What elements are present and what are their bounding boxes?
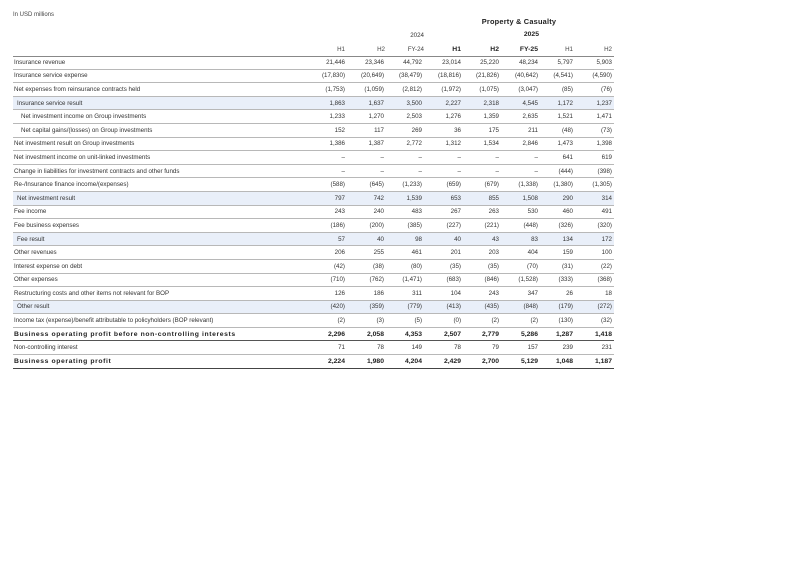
cell-value: –	[347, 151, 386, 165]
cell-value: –	[501, 151, 540, 165]
cell-value: –	[309, 164, 347, 178]
cell-value: 149	[386, 341, 424, 355]
cell-value: (413)	[424, 300, 463, 314]
row-label: Net expenses from reinsurance contracts held	[13, 83, 309, 97]
cell-value: 211	[501, 123, 540, 137]
cell-value: 1,539	[386, 191, 424, 205]
cell-value: 1,270	[347, 110, 386, 124]
cell-value: 40	[347, 232, 386, 246]
row-label: Business operating profit	[13, 355, 309, 369]
cell-value: 619	[575, 151, 614, 165]
table-row	[13, 164, 614, 178]
cell-value: (20,649)	[347, 69, 386, 83]
row-label: Business operating profit before non-controlling interests	[13, 327, 309, 341]
cell-value: 71	[309, 341, 347, 355]
row-label: Interest expense on debt	[13, 259, 309, 273]
cell-value: 2,058	[347, 327, 386, 341]
cell-value: 2,635	[501, 110, 540, 124]
column-header: H1	[565, 46, 573, 53]
cell-value: (1,233)	[386, 178, 424, 192]
cell-value: 186	[347, 287, 386, 301]
cell-value: 44,792	[386, 56, 424, 69]
cell-value: (31)	[540, 259, 575, 273]
table-row	[13, 259, 614, 273]
cell-value: 2,700	[463, 355, 501, 369]
cell-value: 1,418	[575, 327, 614, 341]
cell-value: (35)	[463, 259, 501, 273]
cell-value: 255	[347, 246, 386, 260]
cell-value: 1,980	[347, 355, 386, 369]
table-row	[13, 96, 614, 110]
cell-value: 1,237	[575, 96, 614, 110]
cell-value: 2,296	[309, 327, 347, 341]
cell-value: –	[424, 164, 463, 178]
cell-value: (385)	[386, 219, 424, 233]
cell-value: (3)	[347, 314, 386, 328]
cell-value: (38,479)	[386, 69, 424, 83]
cell-value: 152	[309, 123, 347, 137]
cell-value: 231	[575, 341, 614, 355]
cell-value: 1,276	[424, 110, 463, 124]
cell-value: 18	[575, 287, 614, 301]
cell-value: 21,446	[309, 56, 347, 69]
cell-value: 1,471	[575, 110, 614, 124]
cell-value: (1,753)	[309, 83, 347, 97]
cell-value: 36	[424, 123, 463, 137]
row-label: Fee result	[13, 232, 309, 246]
cell-value: 347	[501, 287, 540, 301]
cell-value: (846)	[463, 273, 501, 287]
cell-value: (1,075)	[463, 83, 501, 97]
cell-value: (80)	[386, 259, 424, 273]
cell-value: 1,048	[540, 355, 575, 369]
cell-value: 1,387	[347, 137, 386, 151]
cell-value: 172	[575, 232, 614, 246]
cell-value: 1,521	[540, 110, 575, 124]
cell-value: 491	[575, 205, 614, 219]
cell-value: 79	[463, 341, 501, 355]
cell-value: 175	[463, 123, 501, 137]
cell-value: (848)	[501, 300, 540, 314]
cell-value: (35)	[424, 259, 463, 273]
cell-value: –	[424, 151, 463, 165]
cell-value: 23,014	[424, 56, 463, 69]
cell-value: 104	[424, 287, 463, 301]
cell-value: 530	[501, 205, 540, 219]
cell-value: 460	[540, 205, 575, 219]
cell-value: (4,541)	[540, 69, 575, 83]
cell-value: 43	[463, 232, 501, 246]
cell-value: –	[347, 164, 386, 178]
row-label: Net investment result	[13, 191, 309, 205]
row-label: Income tax (expense)/benefit attributable to policyholders (BOP relevant)	[13, 314, 309, 328]
segment-label: Property & Casualty	[481, 17, 557, 26]
cell-value: (179)	[540, 300, 575, 314]
table-row	[13, 246, 614, 260]
table-row	[13, 69, 614, 83]
cell-value: 290	[540, 191, 575, 205]
cell-value: (2,812)	[386, 83, 424, 97]
cell-value: 1,287	[540, 327, 575, 341]
row-label: Restructuring costs and other items not relevant for BOP	[13, 287, 309, 301]
column-header: H2	[490, 46, 499, 53]
cell-value: (683)	[424, 273, 463, 287]
cell-value: 239	[540, 341, 575, 355]
table-row	[13, 287, 614, 301]
cell-value: 263	[463, 205, 501, 219]
cell-value: –	[386, 151, 424, 165]
cell-value: 797	[309, 191, 347, 205]
cell-value: –	[463, 151, 501, 165]
row-label: Net investment income on unit-linked investments	[13, 151, 309, 165]
row-label: Net capital gains/(losses) on Group investments	[13, 123, 309, 137]
row-label: Insurance revenue	[13, 56, 309, 69]
cell-value: 311	[386, 287, 424, 301]
column-header: H2	[604, 46, 612, 53]
table-row	[13, 83, 614, 97]
cell-value: 3,500	[386, 96, 424, 110]
row-label: Other result	[13, 300, 309, 314]
cell-value: 5,129	[501, 355, 540, 369]
cell-value: 641	[540, 151, 575, 165]
cell-value: 243	[463, 287, 501, 301]
row-label: Re-/Insurance finance income/(expenses)	[13, 178, 309, 192]
cell-value: (70)	[501, 259, 540, 273]
cell-value: 134	[540, 232, 575, 246]
table-row	[13, 327, 614, 341]
cell-value: 1,172	[540, 96, 575, 110]
cell-value: 2,227	[424, 96, 463, 110]
table-row	[13, 273, 614, 287]
row-label: Insurance service expense	[13, 69, 309, 83]
cell-value: 201	[424, 246, 463, 260]
cell-value: 57	[309, 232, 347, 246]
cell-value: 2,846	[501, 137, 540, 151]
cell-value: 1,508	[501, 191, 540, 205]
row-label: Insurance service result	[13, 96, 309, 110]
table-row	[13, 191, 614, 205]
cell-value: (762)	[347, 273, 386, 287]
cell-value: 25,220	[463, 56, 501, 69]
cell-value: (368)	[575, 273, 614, 287]
cell-value: (186)	[309, 219, 347, 233]
cell-value: 4,204	[386, 355, 424, 369]
cell-value: (40,642)	[501, 69, 540, 83]
cell-value: (4,590)	[575, 69, 614, 83]
table-row	[13, 232, 614, 246]
cell-value: 243	[309, 205, 347, 219]
cell-value: 1,233	[309, 110, 347, 124]
table-row	[13, 151, 614, 165]
cell-value: 483	[386, 205, 424, 219]
cell-value: 1,534	[463, 137, 501, 151]
cell-value: (1,972)	[424, 83, 463, 97]
column-header: H1	[337, 46, 345, 53]
cell-value: (1,471)	[386, 273, 424, 287]
cell-value: 206	[309, 246, 347, 260]
cell-value: 4,545	[501, 96, 540, 110]
cell-value: 26	[540, 287, 575, 301]
cell-value: (420)	[309, 300, 347, 314]
cell-value: 23,346	[347, 56, 386, 69]
cell-value: 157	[501, 341, 540, 355]
cell-value: (1,380)	[540, 178, 575, 192]
row-label: Fee business expenses	[13, 219, 309, 233]
table-row	[13, 110, 614, 124]
row-label: Other revenues	[13, 246, 309, 260]
cell-value: 1,637	[347, 96, 386, 110]
table-row	[13, 219, 614, 233]
cell-value: 78	[347, 341, 386, 355]
cell-value: 5,797	[540, 56, 575, 69]
table-row	[13, 123, 614, 137]
row-label: Fee income	[13, 205, 309, 219]
cell-value: (1,059)	[347, 83, 386, 97]
cell-value: (1,528)	[501, 273, 540, 287]
cell-value: 461	[386, 246, 424, 260]
cell-value: –	[463, 164, 501, 178]
table-row	[13, 137, 614, 151]
cell-value: 267	[424, 205, 463, 219]
cell-value: 2,507	[424, 327, 463, 341]
cell-value: 1,312	[424, 137, 463, 151]
table-row	[13, 178, 614, 192]
cell-value: (679)	[463, 178, 501, 192]
cell-value: (448)	[501, 219, 540, 233]
cell-value: 269	[386, 123, 424, 137]
year-2024: 2024	[410, 32, 424, 39]
cell-value: (779)	[386, 300, 424, 314]
cell-value: (272)	[575, 300, 614, 314]
row-label: Other expenses	[13, 273, 309, 287]
table-row	[13, 205, 614, 219]
cell-value: (130)	[540, 314, 575, 328]
cell-value: (710)	[309, 273, 347, 287]
cell-value: 117	[347, 123, 386, 137]
cell-value: 1,187	[575, 355, 614, 369]
cell-value: (42)	[309, 259, 347, 273]
cell-value: (333)	[540, 273, 575, 287]
table-row	[13, 341, 614, 355]
cell-value: 78	[424, 341, 463, 355]
cell-value: (435)	[463, 300, 501, 314]
cell-value: (5)	[386, 314, 424, 328]
cell-value: 2,429	[424, 355, 463, 369]
cell-value: 100	[575, 246, 614, 260]
financial-table	[13, 56, 614, 369]
cell-value: (320)	[575, 219, 614, 233]
cell-value: 126	[309, 287, 347, 301]
cell-value: (3,047)	[501, 83, 540, 97]
cell-value: 5,903	[575, 56, 614, 69]
cell-value: 203	[463, 246, 501, 260]
cell-value: (48)	[540, 123, 575, 137]
cell-value: 742	[347, 191, 386, 205]
column-header: FY-24	[407, 46, 424, 53]
column-header: H1	[452, 46, 461, 53]
cell-value: (18,816)	[424, 69, 463, 83]
cell-value: 83	[501, 232, 540, 246]
cell-value: 855	[463, 191, 501, 205]
cell-value: 1,863	[309, 96, 347, 110]
cell-value: 404	[501, 246, 540, 260]
cell-value: 2,779	[463, 327, 501, 341]
table-row	[13, 300, 614, 314]
row-label: Change in liabilities for investment contracts and other funds	[13, 164, 309, 178]
cell-value: (1,338)	[501, 178, 540, 192]
cell-value: (22)	[575, 259, 614, 273]
cell-value: 2,503	[386, 110, 424, 124]
cell-value: (227)	[424, 219, 463, 233]
cell-value: (76)	[575, 83, 614, 97]
cell-value: (17,830)	[309, 69, 347, 83]
cell-value: (398)	[575, 164, 614, 178]
cell-value: 1,386	[309, 137, 347, 151]
cell-value: 1,398	[575, 137, 614, 151]
cell-value: 314	[575, 191, 614, 205]
column-header: H2	[377, 46, 385, 53]
cell-value: 159	[540, 246, 575, 260]
cell-value: 2,224	[309, 355, 347, 369]
cell-value: 5,286	[501, 327, 540, 341]
cell-value: 98	[386, 232, 424, 246]
cell-value: (2)	[309, 314, 347, 328]
cell-value: 2,318	[463, 96, 501, 110]
cell-value: 40	[424, 232, 463, 246]
cell-value: (85)	[540, 83, 575, 97]
cell-value: –	[501, 164, 540, 178]
cell-value: (21,826)	[463, 69, 501, 83]
cell-value: (645)	[347, 178, 386, 192]
cell-value: (444)	[540, 164, 575, 178]
cell-value: (1,305)	[575, 178, 614, 192]
table-row	[13, 355, 614, 369]
cell-value: (0)	[424, 314, 463, 328]
cell-value: (659)	[424, 178, 463, 192]
table-row	[13, 314, 614, 328]
cell-value: (588)	[309, 178, 347, 192]
cell-value: 4,353	[386, 327, 424, 341]
cell-value: (359)	[347, 300, 386, 314]
cell-value: (38)	[347, 259, 386, 273]
cell-value: (326)	[540, 219, 575, 233]
cell-value: (221)	[463, 219, 501, 233]
cell-value: (2)	[463, 314, 501, 328]
row-label: Non-controlling interest	[13, 341, 309, 355]
cell-value: (73)	[575, 123, 614, 137]
cell-value: (32)	[575, 314, 614, 328]
cell-value: 2,772	[386, 137, 424, 151]
column-header: FY-25	[519, 46, 538, 53]
cell-value: –	[309, 151, 347, 165]
row-label: Net investment result on Group investments	[13, 137, 309, 151]
cell-value: (200)	[347, 219, 386, 233]
cell-value: 653	[424, 191, 463, 205]
cell-value: 48,234	[501, 56, 540, 69]
cell-value: 240	[347, 205, 386, 219]
year-2025: 2025	[523, 31, 539, 38]
cell-value: –	[386, 164, 424, 178]
table-row	[13, 56, 614, 69]
units-note: In USD millions	[13, 12, 55, 18]
cell-value: (2)	[501, 314, 540, 328]
cell-value: 1,473	[540, 137, 575, 151]
cell-value: 1,359	[463, 110, 501, 124]
row-label: Net investment income on Group investments	[13, 110, 309, 124]
